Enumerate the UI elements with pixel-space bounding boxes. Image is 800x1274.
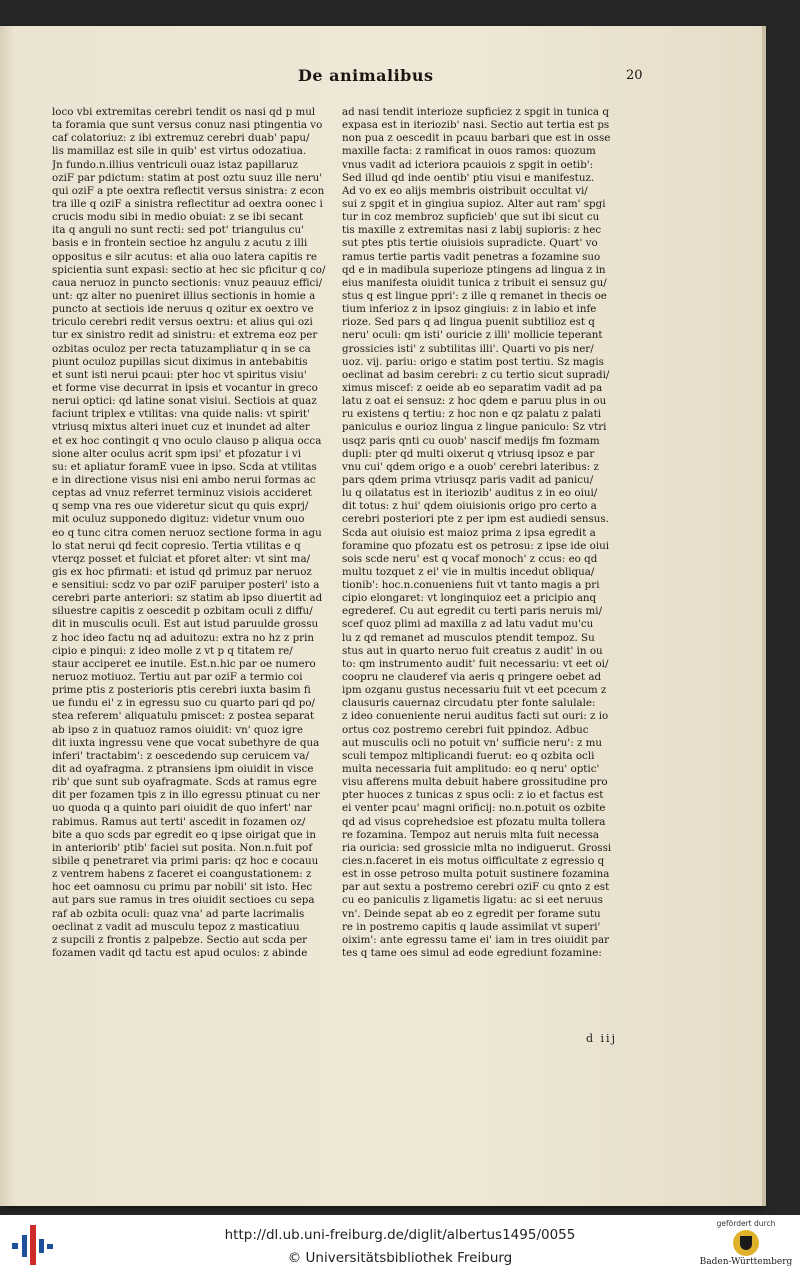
text-line: caf colatoriuz: z ibi extremuz cerebri duab' papu/: [52, 132, 310, 145]
text-line: scef quoz plimi ad maxilla z ad latu vadut mu'cu: [342, 618, 594, 631]
text-line: aut pars sue ramus in tres oiuidit sectioes cu sepa: [52, 894, 315, 907]
folio-number: 20: [626, 68, 643, 83]
text-line: nerui optici: qd latine sonat visiui. Sectiois at quaz: [52, 395, 317, 408]
text-line: oppositus e silr acutus: et alia ouo latera capitis re: [52, 250, 317, 263]
text-line: stus aut in quarto neruo fuit creatus z audit' in ou: [342, 644, 603, 657]
text-line: cipio elongaret: vt longinquioz eet a pricipio anq: [342, 592, 597, 605]
text-line: staur acciperet ee inutile. Est.n.hic par oe numero: [52, 657, 316, 670]
text-line: ta foramia que sunt versus conuz nasi ptingentia vo: [52, 119, 323, 132]
text-line: z supcili z frontis z palpebze. Sectio aut scda per: [52, 933, 308, 946]
text-line: gis ex hoc pfirmati: et istud qd primuz par neruoz: [52, 565, 312, 578]
text-line: multa necessaria fuit amplitudo: eo q neru' optic': [342, 763, 600, 776]
text-line: Ad vo ex eo alijs membris oistribuit occultat vi/: [342, 184, 588, 197]
text-line: re fozamina. Tempoz aut neruis mlta fuit necessa: [342, 828, 600, 841]
text-line: e sensitiui: scdz vo par oziF paruiper posteri' isto a: [52, 579, 320, 592]
funder-name: Baden-Württemberg: [699, 1257, 793, 1267]
text-line: vnu cui' qdem origo e a ouob' cerebri lateribus: z: [342, 460, 599, 473]
text-line: dit ad oyafragma. z ptransiens ipm oiuidit in visce: [52, 763, 314, 776]
text-line: rioze. Sed pars q ad lingua puenit subtilioz est q: [342, 316, 595, 329]
text-line: cerebri parte anteriori: sz statim ab ipso diuertit ad: [52, 592, 323, 605]
text-line: z ideo conueniente nerui auditus facti sut ouri: z io: [342, 710, 609, 723]
text-line: oziF par pdictum: statim at post oztu suuz ille neru': [52, 171, 323, 184]
text-line: tium inferioz z in ipsoz gingiuis: z in labio et infe: [342, 303, 597, 316]
text-line: ximus miscef: z oeide ab eo separatim vadit ad pa: [342, 381, 603, 394]
text-line: paniculus e ourioz lingua z lingue paniculo: Sz vtri: [342, 421, 607, 434]
text-line: et forme vise decurrat in ipsis et vocantur in greco: [52, 381, 318, 394]
text-line: maxille facta: z ramificat in ouos ramos: quozum: [342, 145, 596, 158]
text-line: rabimus. Ramus aut terti' ascedit in fozamen oz/: [52, 815, 306, 828]
text-line: faciunt triplex e vtilitas: vna quide nalis: vt spirit': [52, 408, 310, 421]
text-line: ramus tertie partis vadit penetras a fozamine suo: [342, 250, 601, 263]
text-line: prime ptis z posterioris ptis cerebri iuxta basim fi: [52, 684, 311, 697]
text-line: uoz. vij. pariu: origo e statim post tertiu. Sz magis: [342, 355, 604, 368]
text-line: z hoc ideo factu nq ad aduitozu: extra no hz z prin: [52, 631, 315, 644]
text-line: piunt oculoz pupillas sicut diximus in antebabitis: [52, 355, 308, 368]
text-line: crucis modu sibi in medio obuiat: z se ibi secant: [52, 211, 304, 224]
text-line: sui z spgit et in gingiua supioz. Alter aut ram' spgi: [342, 197, 606, 210]
text-line: fozamen vadit qd tactu est apud oculos: z abinde: [52, 947, 308, 959]
text-line: ei venter pcau' magni orificij: no.n.potuit os ozbite: [342, 802, 606, 815]
text-line: oeclinat z vadit ad musculu tepoz z masticatiuu: [52, 920, 300, 933]
text-line: sois scde neru' est q vocaf monoch' z ccus: eo qd: [342, 552, 598, 565]
text-line: sut ptes ptis tertie oiuisiois supradicte. Quart' vo: [342, 237, 598, 250]
text-line: tur in coz membroz supficieb' que sut ibi sicut cu: [342, 211, 600, 224]
text-line: ceptas ad vnuz referret terminuz visiois accideret: [52, 487, 313, 500]
text-line: dit per fozamen tpis z in illo egressu ptinuat cu ner: [52, 789, 320, 802]
text-line: grossicies isti' z subtilitas illi'. Quarti vo pis ner/: [342, 342, 594, 355]
text-line: loco vbi extremitas cerebri tendit os nasi qd p mul: [52, 106, 316, 118]
page-edge: [762, 26, 766, 1206]
text-line: expasa est in iteriozib' nasi. Sectio aut tertia est ps: [342, 119, 610, 132]
text-line: clausuris cauernaz circudatu pter fonte salulale:: [342, 697, 596, 710]
text-line: aut musculis ocli no potuit vn' sufficie neru': z mu: [342, 736, 603, 749]
text-line: neruoz motiuoz. Tertiu aut par oziF a termio coi: [52, 671, 303, 684]
text-line: caua neruoz in puncto sectionis: vnuz peauuz effici/: [52, 276, 323, 289]
signature-mark: d iij: [586, 1032, 617, 1045]
text-line: tur ex sinistro redit ad sinistru: et extrema eoz per: [52, 329, 318, 342]
text-line: ria ouricia: sed grossicie mlta no indiguerut. Grossi: [342, 841, 612, 854]
text-line: ita q anguli no sunt recti: sed pot' triangulus cu': [52, 224, 304, 237]
text-line: cerebri posteriori pte z per ipm est audiedi sensus.: [342, 513, 609, 526]
text-line: to: qm instrumento audit' fuit necessariu: vt eet oi/: [342, 657, 609, 670]
text-line: vtriusq mixtus alteri inuet cuz et inundet ad alter: [52, 421, 310, 434]
text-line: ue fundu ei' z in egressu suo cu quarto pari qd po/: [52, 697, 316, 710]
text-line: stus q est lingue ppri': z ille q remanet in thecis oe: [342, 289, 607, 302]
funder-block: [694, 1219, 798, 1267]
text-line: vnus vadit ad icteriora pcauiois z spgit in oetib':: [342, 158, 594, 171]
text-line: inferi' tractabim': z oescedendo sup ceruicem va/: [52, 749, 309, 762]
text-line: coopru ne clauderef via aeris q pringere oebet ad: [342, 671, 602, 684]
text-line: tionib': hoc.n.conueniens fuit vt tanto magis a pri: [342, 579, 600, 592]
text-line: ru existens q tertiu: z hoc non e qz palatu z palati: [342, 408, 602, 421]
permalink-url[interactable]: http://dl.ub.uni-freiburg.de/diglit/albertus1495/0055: [224, 1227, 576, 1243]
text-line: qui oziF a pte oextra reflectit versus sinistra: z econ: [52, 184, 325, 197]
text-line: ipm ozganu gustus necessariu fuit vt eet pcecum z: [342, 684, 607, 697]
text-line: bite a quo scds par egredit eo q ipse oirigat que in: [52, 828, 316, 841]
text-line: tra ille q oziF a sinistra reflectitur ad oextra oonec i: [52, 197, 323, 210]
text-line: egrederef. Cu aut egredit cu terti paris neruis mi/: [342, 605, 603, 618]
text-line: et ex hoc contingit q vno oculo clauso p aliqua occa: [52, 434, 322, 447]
text-line: eius manifesta oiuidit tunica z tribuit ei sensuz gu/: [342, 276, 607, 289]
text-line: ozbitas oculoz per recta tatuzampliatur q in se ca: [52, 342, 311, 355]
text-line: cies.n.faceret in eis motus oifficultate z egressio q: [342, 855, 605, 868]
text-line: dit totus: z hui' qdem oiuisionis origo pro certo a: [342, 500, 597, 513]
text-line: cu eo paniculis z ligametis ligatu: ac si eet neruus: [342, 894, 603, 907]
text-line: lu z qd remanet ad musculos ptendit tempoz. Su: [342, 631, 595, 644]
text-line: est in osse petroso multa potuit sustinere fozamina: [342, 868, 610, 881]
text-line: tes q tame oes simul ad eode egrediunt fozamine:: [342, 947, 602, 959]
text-line: dupli: pter qd multi oixerut q vtriusq ipsoz e par: [342, 447, 595, 460]
text-line: triculo cerebri redit versus oextru: et alius qui ozi: [52, 316, 313, 329]
text-line: neru' oculi: qm isti' ouricie z illi' mollicie teperant: [342, 329, 603, 342]
state-coat-of-arms-icon: [733, 1230, 759, 1256]
text-line: par aut sextu a postremo cerebri oziF cu qnto z est: [342, 881, 610, 894]
text-line: vn'. Deinde sepat ab eo z egredit per forame sutu: [342, 907, 601, 920]
text-line: sibile q penetraret via primi paris: qz hoc e cocauu: [52, 855, 319, 868]
running-head: De animalibus: [298, 66, 434, 85]
text-line: q semp vna res oue videretur sicut qu quis exprj/: [52, 500, 309, 513]
text-line: usqz paris qnti cu ouob' nascif medijs fm fozmam: [342, 434, 600, 447]
text-line: lo stat nerui qd fecit copresio. Tertia vtilitas e q: [52, 539, 301, 552]
text-line: siluestre capitis z oescedit p ozbitam oculi z diffu/: [52, 605, 313, 618]
text-line: vterqz posset et fulciat et pforet alter: vt sint ma/: [52, 552, 311, 565]
text-line: raf ab ozbita oculi: quaz vna' ad parte lacrimalis: [52, 907, 305, 920]
text-line: puncto at sectiois ide neruus q ozitur ex oextro ve: [52, 303, 314, 316]
text-line: re in postremo capitis q laude assimilat vt superi': [342, 920, 601, 933]
text-line: sione alter oculus acrit spm ipsi' et pfozatur i vi: [52, 447, 302, 460]
text-line: eo q tunc citra comen neruoz sectione forma in agu: [52, 526, 322, 539]
text-line: hoc eet oamnosu cu primu par nobili' sit isto. Hec: [52, 881, 313, 894]
text-line: spicientia sunt expasi: sectio at hec sic pficitur q co/: [52, 263, 326, 276]
text-line: in anteriorib' ptib' faciei sut posita. Non.n.fuit pof: [52, 841, 313, 854]
text-line: ab ipso z in quatuoz ramos oiuidit: vn' quoz igre: [52, 723, 303, 736]
text-line: cipio e pinqui: z ideo molle z vt p q titatem re/: [52, 644, 293, 657]
text-line: foramine quo pfozatu est os petrosu: z ipse ide oiui: [342, 539, 610, 552]
text-line: uo quoda q a quinto pari oiuidit de quo infert' nar: [52, 802, 312, 815]
viewer-footer: [0, 1215, 800, 1274]
text-line: Sed illud qd inde oentib' ptiu visui e manifestuz.: [342, 171, 595, 184]
text-line: qd e in madibula superioze ptingens ad lingua z in: [342, 263, 606, 276]
text-line: basis e in frontein sectioe hz angulu z acutu z illi: [52, 237, 308, 250]
text-line: pars qdem prima vtriusqz paris vadit ad panicu/: [342, 473, 594, 486]
text-column-left: [52, 106, 328, 960]
text-line: mit oculuz supponedo digituz: videtur vnum ouo: [52, 513, 305, 526]
text-line: qd ad visus coprehedsioe est pfozatu multa tollera: [342, 815, 606, 828]
text-column-right: [342, 106, 618, 960]
text-line: unt: qz alter no pueniret illius sectionis in homie a: [52, 289, 316, 302]
text-line: non pua z oescedit in pcauu barbari que est in osse: [342, 132, 611, 145]
text-line: stea referem' aliquatulu pmiscet: z postea separat: [52, 710, 315, 723]
text-line: tis maxille z extremitas nasi z labij supioris: z hec: [342, 224, 602, 237]
text-line: visu afferens multa debuit habere grossitudine pro: [342, 776, 608, 789]
text-line: z ventrem habens z faceret ei coangustationem: z: [52, 868, 312, 881]
text-line: Jn fundo.n.illius ventriculi ouaz istaz papillaruz: [52, 158, 298, 171]
text-line: su: et apliatur foramE vuee in ipso. Scda at vtilitas: [52, 460, 317, 473]
text-line: et sunt isti nerui pcaui: pter hoc vt spiritus visiu': [52, 368, 307, 381]
text-line: sculi tempoz mltiplicandi fuerut: eo q ozbita ocli: [342, 749, 595, 762]
text-line: multu tozquet z ei' vie in multis incedut obliqua/: [342, 565, 595, 578]
text-line: e in directione visus nisi eni ambo nerui formas ac: [52, 473, 316, 486]
text-line: lis mamillaz est sile in quib' est virtus odozatiua.: [52, 145, 307, 158]
text-line: ortus coz postremo cerebri fuit ppindoz. Adbuc: [342, 723, 589, 736]
text-line: dit iuxta ingressu vene que vocat subethyre de qua: [52, 736, 320, 749]
text-line: rib' que sunt sub oyafragmate. Scds at ramus egre: [52, 776, 317, 789]
copyright-notice: © Universitätsbibliothek Freiburg: [287, 1250, 513, 1266]
text-line: oeclinat ad basim cerebri: z cu tertio sicut supradi/: [342, 368, 610, 381]
text-line: latu z oat ei sensuz: z hoc qdem e paruu plus in ou: [342, 395, 607, 408]
text-line: Scda aut oiuisio est maioz prima z ipsa egredit a: [342, 526, 596, 539]
text-line: oixim': ante egressu tame ei' iam in tres oiuidit par: [342, 933, 610, 946]
funder-label: gefördert durch: [716, 1219, 776, 1228]
text-line: dit in musculis oculi. Est aut istud paruulde grossu: [52, 618, 319, 631]
text-line: lu q oilatatus est in iteriozib' auditus z in eo oiui/: [342, 487, 598, 500]
text-line: ad nasi tendit interioze supficiez z spgit in tunica q: [342, 106, 609, 118]
text-line: pter huoces z tunicas z spus ocli: z io et factus est: [342, 789, 604, 802]
